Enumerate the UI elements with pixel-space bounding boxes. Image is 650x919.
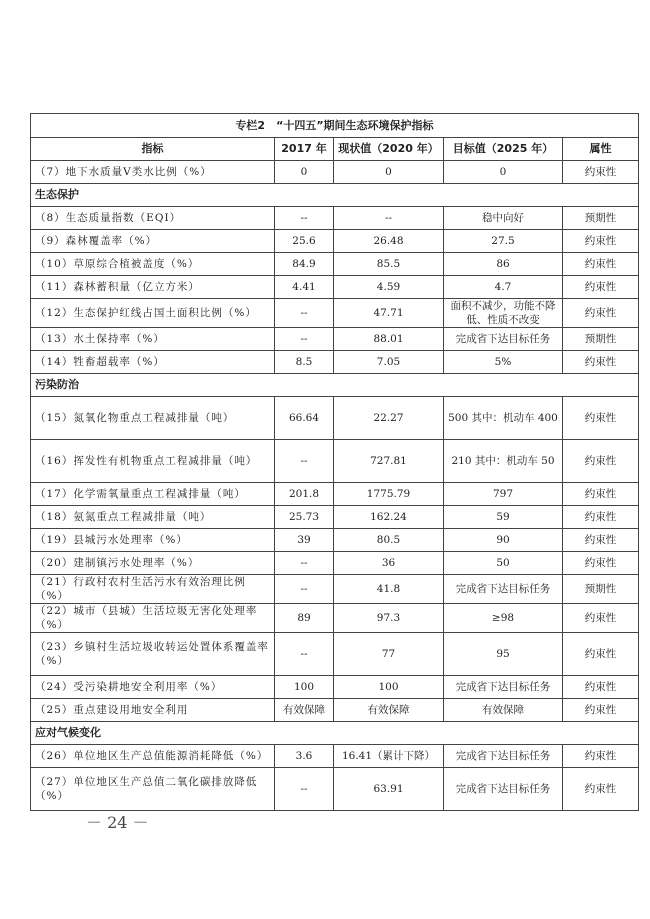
table-row bbox=[31, 276, 639, 299]
target-2025-cell: 500 其中：机动车 400 bbox=[444, 397, 563, 440]
attribute-cell: 约束性 bbox=[563, 604, 639, 633]
attribute-cell: 约束性 bbox=[563, 745, 639, 768]
table-row bbox=[31, 230, 639, 253]
table-row bbox=[31, 529, 639, 552]
indicator-cell: （11）森林蓄积量（亿立方米） bbox=[31, 276, 275, 299]
indicator-cell: （21）行政村农村生活污水有效治理比例（%） bbox=[31, 575, 275, 604]
attribute-cell: 约束性 bbox=[563, 529, 639, 552]
attribute-cell: 预期性 bbox=[563, 207, 639, 230]
indicator-cell: （25）重点建设用地安全利用 bbox=[31, 699, 275, 722]
attribute-cell: 约束性 bbox=[563, 299, 639, 328]
indicator-cell: （26）单位地区生产总值能源消耗降低（%） bbox=[31, 745, 275, 768]
table-row bbox=[31, 604, 639, 633]
value-2020-cell: 63.91 bbox=[334, 768, 444, 811]
target-2025-cell: 完成省下达目标任务 bbox=[444, 745, 563, 768]
indicator-cell: （14）牲畜超载率（%） bbox=[31, 351, 275, 374]
indicator-cell: （22）城市（县城）生活垃圾无害化处理率（%） bbox=[31, 604, 275, 633]
value-2017-cell: 3.6 bbox=[275, 745, 334, 768]
target-2025-cell: 稳中向好 bbox=[444, 207, 563, 230]
table-row bbox=[31, 575, 639, 604]
section-row bbox=[31, 184, 639, 207]
value-2020-cell: 80.5 bbox=[334, 529, 444, 552]
eco-indicators-table bbox=[30, 113, 639, 811]
header-attribute: 属性 bbox=[563, 138, 639, 161]
target-2025-cell: 面积不减少，功能不降低、性质不改变 bbox=[444, 299, 563, 328]
indicator-cell: （15）氮氧化物重点工程减排量（吨） bbox=[31, 397, 275, 440]
value-2020-cell: 41.8 bbox=[334, 575, 444, 604]
value-2020-cell: 97.3 bbox=[334, 604, 444, 633]
target-2025-cell: 完成省下达目标任务 bbox=[444, 328, 563, 351]
value-2017-cell: 8.5 bbox=[275, 351, 334, 374]
indicator-cell: （16）挥发性有机物重点工程减排量（吨） bbox=[31, 440, 275, 483]
table-row bbox=[31, 328, 639, 351]
attribute-cell: 约束性 bbox=[563, 768, 639, 811]
indicator-cell: （20）建制镇污水处理率（%） bbox=[31, 552, 275, 575]
value-2020-cell: 36 bbox=[334, 552, 444, 575]
target-2025-cell: 210 其中：机动车 50 bbox=[444, 440, 563, 483]
indicator-cell: （13）水土保持率（%） bbox=[31, 328, 275, 351]
table-row bbox=[31, 253, 639, 276]
indicator-cell: （27）单位地区生产总值二氧化碳排放降低（%） bbox=[31, 768, 275, 811]
table-row bbox=[31, 299, 639, 328]
table-row bbox=[31, 699, 639, 722]
value-2017-cell: 有效保障 bbox=[275, 699, 334, 722]
target-2025-cell: 完成省下达目标任务 bbox=[444, 676, 563, 699]
target-2025-cell: 4.7 bbox=[444, 276, 563, 299]
section-label: 污染防治 bbox=[31, 374, 639, 397]
attribute-cell: 约束性 bbox=[563, 676, 639, 699]
table-row bbox=[31, 207, 639, 230]
indicator-cell: （24）受污染耕地安全利用率（%） bbox=[31, 676, 275, 699]
value-2020-cell: 26.48 bbox=[334, 230, 444, 253]
value-2017-cell: -- bbox=[275, 552, 334, 575]
value-2017-cell: -- bbox=[275, 575, 334, 604]
page-number: － 24 － bbox=[86, 813, 149, 832]
attribute-cell: 约束性 bbox=[563, 276, 639, 299]
target-2025-cell: 完成省下达目标任务 bbox=[444, 768, 563, 811]
table-row bbox=[31, 745, 639, 768]
target-2025-cell: 27.5 bbox=[444, 230, 563, 253]
header-2025: 目标值（2025 年） bbox=[444, 138, 563, 161]
value-2020-cell: 88.01 bbox=[334, 328, 444, 351]
value-2020-cell: 22.27 bbox=[334, 397, 444, 440]
target-2025-cell: 完成省下达目标任务 bbox=[444, 575, 563, 604]
table-row bbox=[31, 351, 639, 374]
indicator-cell: （7）地下水质量Ⅴ类水比例（%） bbox=[31, 161, 275, 184]
attribute-cell: 约束性 bbox=[563, 506, 639, 529]
target-2025-cell: ≥98 bbox=[444, 604, 563, 633]
indicator-cell: （19）县城污水处理率（%） bbox=[31, 529, 275, 552]
attribute-cell: 约束性 bbox=[563, 633, 639, 676]
value-2017-cell: 201.8 bbox=[275, 483, 334, 506]
table-row bbox=[31, 483, 639, 506]
value-2020-cell: -- bbox=[334, 207, 444, 230]
value-2017-cell: 0 bbox=[275, 161, 334, 184]
value-2017-cell: 25.73 bbox=[275, 506, 334, 529]
table-row bbox=[31, 768, 639, 811]
indicator-cell: （12）生态保护红线占国土面积比例（%） bbox=[31, 299, 275, 328]
value-2020-cell: 有效保障 bbox=[334, 699, 444, 722]
attribute-cell: 约束性 bbox=[563, 351, 639, 374]
value-2017-cell: -- bbox=[275, 328, 334, 351]
attribute-cell: 预期性 bbox=[563, 328, 639, 351]
value-2017-cell: -- bbox=[275, 440, 334, 483]
value-2020-cell: 47.71 bbox=[334, 299, 444, 328]
section-row bbox=[31, 374, 639, 397]
value-2017-cell: 25.6 bbox=[275, 230, 334, 253]
attribute-cell: 约束性 bbox=[563, 230, 639, 253]
target-2025-cell: 95 bbox=[444, 633, 563, 676]
value-2020-cell: 16.41（累计下降） bbox=[334, 745, 444, 768]
value-2017-cell: -- bbox=[275, 768, 334, 811]
attribute-cell: 约束性 bbox=[563, 699, 639, 722]
target-2025-cell: 797 bbox=[444, 483, 563, 506]
value-2020-cell: 1775.79 bbox=[334, 483, 444, 506]
value-2020-cell: 7.05 bbox=[334, 351, 444, 374]
value-2017-cell: 66.64 bbox=[275, 397, 334, 440]
header-indicator: 指标 bbox=[31, 138, 275, 161]
attribute-cell: 预期性 bbox=[563, 575, 639, 604]
value-2020-cell: 100 bbox=[334, 676, 444, 699]
table-row bbox=[31, 552, 639, 575]
target-2025-cell: 5% bbox=[444, 351, 563, 374]
table-row bbox=[31, 633, 639, 676]
header-2017: 2017 年 bbox=[275, 138, 334, 161]
value-2017-cell: 4.41 bbox=[275, 276, 334, 299]
indicator-cell: （10）草原综合植被盖度（%） bbox=[31, 253, 275, 276]
attribute-cell: 约束性 bbox=[563, 440, 639, 483]
target-2025-cell: 86 bbox=[444, 253, 563, 276]
value-2017-cell: 39 bbox=[275, 529, 334, 552]
value-2017-cell: -- bbox=[275, 633, 334, 676]
section-label: 应对气候变化 bbox=[31, 722, 639, 745]
header-2020: 现状值（2020 年） bbox=[334, 138, 444, 161]
attribute-cell: 约束性 bbox=[563, 397, 639, 440]
value-2020-cell: 162.24 bbox=[334, 506, 444, 529]
indicator-cell: （18）氨氮重点工程减排量（吨） bbox=[31, 506, 275, 529]
target-2025-cell: 59 bbox=[444, 506, 563, 529]
value-2020-cell: 0 bbox=[334, 161, 444, 184]
value-2017-cell: 89 bbox=[275, 604, 334, 633]
attribute-cell: 约束性 bbox=[563, 483, 639, 506]
indicator-cell: （9）森林覆盖率（%） bbox=[31, 230, 275, 253]
table-row bbox=[31, 506, 639, 529]
target-2025-cell: 0 bbox=[444, 161, 563, 184]
table-row bbox=[31, 676, 639, 699]
table-row bbox=[31, 440, 639, 483]
value-2020-cell: 727.81 bbox=[334, 440, 444, 483]
attribute-cell: 约束性 bbox=[563, 552, 639, 575]
table-row bbox=[31, 161, 639, 184]
target-2025-cell: 有效保障 bbox=[444, 699, 563, 722]
indicator-cell: （23）乡镇村生活垃圾收转运处置体系覆盖率（%） bbox=[31, 633, 275, 676]
attribute-cell: 约束性 bbox=[563, 161, 639, 184]
value-2017-cell: 100 bbox=[275, 676, 334, 699]
table-title: 专栏2 “十四五”期间生态环境保护指标 bbox=[31, 114, 639, 138]
attribute-cell: 约束性 bbox=[563, 253, 639, 276]
section-label: 生态保护 bbox=[31, 184, 639, 207]
value-2017-cell: -- bbox=[275, 299, 334, 328]
table-row bbox=[31, 397, 639, 440]
value-2017-cell: 84.9 bbox=[275, 253, 334, 276]
value-2020-cell: 77 bbox=[334, 633, 444, 676]
value-2017-cell: -- bbox=[275, 207, 334, 230]
target-2025-cell: 90 bbox=[444, 529, 563, 552]
section-row bbox=[31, 722, 639, 745]
indicator-cell: （17）化学需氧量重点工程减排量（吨） bbox=[31, 483, 275, 506]
value-2020-cell: 85.5 bbox=[334, 253, 444, 276]
value-2020-cell: 4.59 bbox=[334, 276, 444, 299]
target-2025-cell: 50 bbox=[444, 552, 563, 575]
indicator-cell: （8）生态质量指数（EQI） bbox=[31, 207, 275, 230]
